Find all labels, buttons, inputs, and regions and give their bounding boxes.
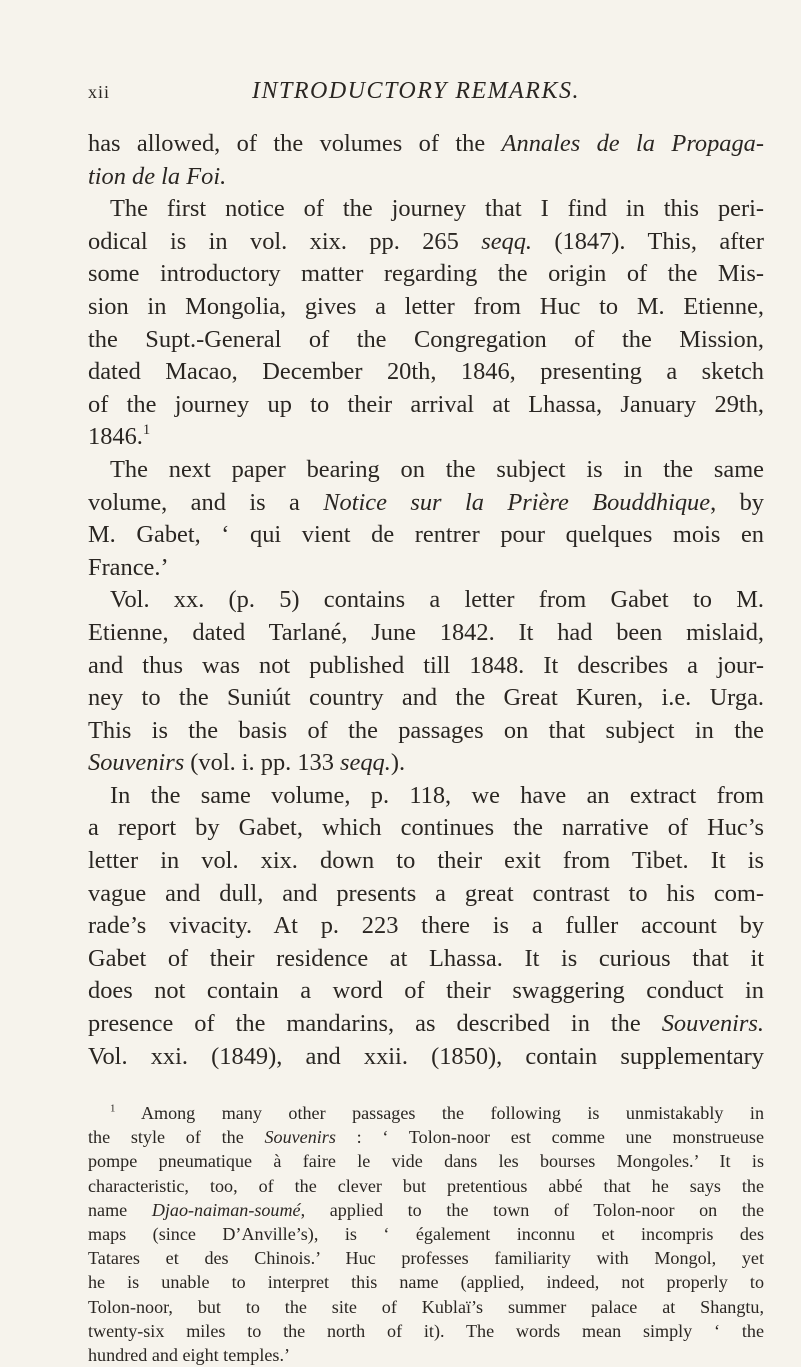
text-line: sion in Mongolia, gives a letter from Huc to M. Etienne, xyxy=(88,292,764,320)
text-line: dated Macao, December 20th, 1846, presenting a sketch xyxy=(88,358,764,386)
italic-term: Djao-naiman-soumé xyxy=(151,1199,301,1220)
text-line: odical is in vol. xix. pp. 265 seqq. (1847). This, after xyxy=(88,227,765,255)
footnote-line: maps (since D’Anville’s), is ‘ également inconnu et incompris des xyxy=(88,1223,764,1244)
text-line: 1846.$^1$ xyxy=(88,422,151,451)
text-line: Vol. xxi. (1849), and xxii. (1850), contain supplementary xyxy=(88,1042,764,1070)
body-text xyxy=(88,128,764,1073)
footnote-line: he is unable to interpret this name (applied, indeed, not properly to xyxy=(88,1272,764,1293)
text-line: letter in vol. xix. down to their exit from Tibet. It is xyxy=(88,847,764,875)
text-line xyxy=(88,161,764,194)
footnote-number: 1 xyxy=(110,1102,116,1115)
footnote-line: Tatares et des Chinois.’ Huc professes familiarity with Mongol, yet xyxy=(88,1248,764,1269)
footnote-line: twenty-six miles to the north of it). The words mean simply ‘ the xyxy=(88,1320,764,1341)
footnote-line: the style of the Souvenirs : ‘ Tolon-noor est comme une monstrueuse xyxy=(88,1127,764,1148)
text-line: Gabet of their residence at Lhassa. It is curious that it xyxy=(88,944,764,972)
text-line: has allowed, of the volumes of the Annales de la Propaga- xyxy=(88,130,765,157)
text-line: ney to the Suniút country and the Great Kuren, i.e. Urga. xyxy=(88,684,764,712)
text-line: rade’s vivacity. At p. 223 there is a fuller account by xyxy=(88,912,764,940)
text-line: the Supt.-General of the Congregation of the Mission, xyxy=(88,325,764,353)
text-line: of the journey up to their arrival at Lhassa, January 29th, xyxy=(88,390,764,418)
text-line: a report by Gabet, which continues the narrative of Huc’s xyxy=(88,814,764,842)
text-line: does not contain a word of their swaggering conduct in xyxy=(88,977,764,1005)
footnote-line: Tolon-noor, but to the site of Kublaï’s summer palace at Shangtu, xyxy=(88,1296,764,1317)
italic-title: Notice sur la Prière Bouddhique xyxy=(323,488,711,516)
text-line: Etienne, dated Tarlané, June 1842. It had been mislaid, xyxy=(88,618,764,646)
italic-title: Souvenirs xyxy=(264,1127,336,1148)
footnote-line: pompe pneumatique à faire le vide dans les bourses Mongoles.’ It is xyxy=(88,1151,764,1172)
text-line: France.’ xyxy=(88,553,169,581)
italic-title: Souvenirs xyxy=(88,749,185,777)
footnote-line: name Djao-naiman-soumé, applied to the town of Tolon-noor on the xyxy=(88,1199,764,1220)
text-line: presence of the mandarins, as described in the Souvenirs. xyxy=(88,1010,764,1038)
text-line: some introductory matter regarding the origin of the Mis- xyxy=(88,260,764,288)
text-line: volume, and is a Notice sur la Prière Bouddhique, by xyxy=(88,488,764,516)
text-line: The next paper bearing on the subject is in the same xyxy=(110,455,764,483)
text-line: vague and dull, and presents a great contrast to his com- xyxy=(88,879,764,907)
text-line: Vol. xx. (p. 5) contains a letter from Gabet to M. xyxy=(110,586,764,614)
text-line: In the same volume, p. 118, we have an extract from xyxy=(110,781,764,809)
footnote-line: $^1$ Among many other passages the following is unmistakably in xyxy=(110,1102,764,1123)
footnote-line: hundred and eight temples.’ xyxy=(88,1344,290,1365)
italic-title: tion de la Foi. xyxy=(88,162,227,190)
footnote-line: characteristic, too, of the clever but pretentious abbé that he says the xyxy=(88,1175,764,1196)
running-title: INTRODUCTORY REMARKS. xyxy=(252,78,580,104)
text-line: and thus was not published till 1848. It describes a jour- xyxy=(88,651,764,679)
footnote-marker: 1 xyxy=(142,422,151,439)
text-line: M. Gabet, ‘ qui vient de rentrer pour quelques mois en xyxy=(88,521,764,549)
text-line: Souvenirs (vol. i. pp. 133 seqq.). xyxy=(88,749,406,777)
italic-title: Annales de la Propaga- xyxy=(501,130,765,157)
text-line: This is the basis of the passages on that subject in the xyxy=(88,716,764,744)
italic-title: Souvenirs. xyxy=(661,1010,764,1038)
page-number: xii xyxy=(88,82,111,102)
footnote xyxy=(88,1101,764,1367)
text-line: The first notice of the journey that I find in this peri- xyxy=(110,195,764,223)
page-header xyxy=(0,78,801,112)
